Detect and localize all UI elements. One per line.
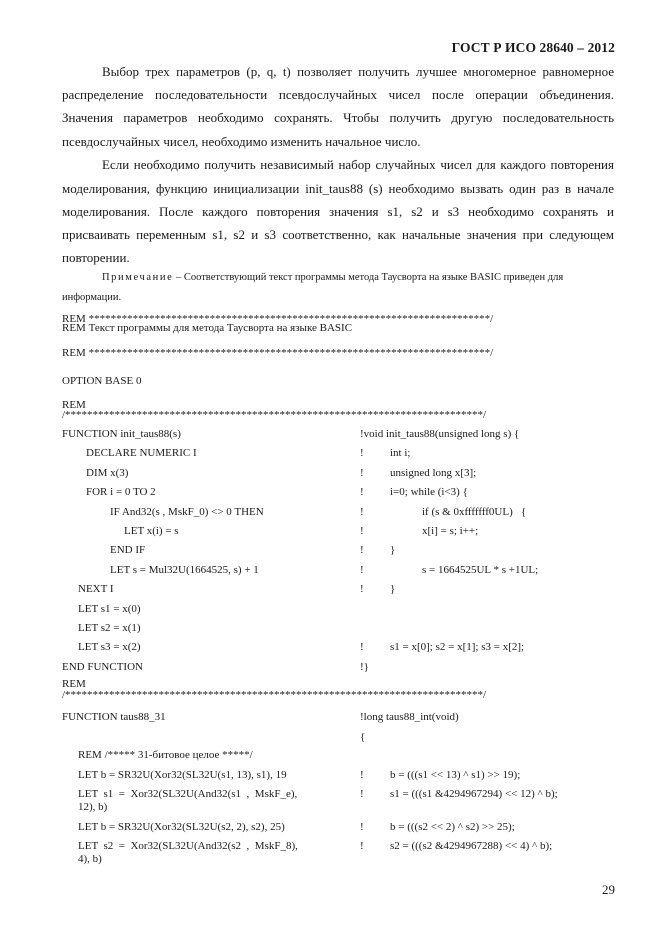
c-code: b = (((s1 << 13) ^ s1) >> 19); xyxy=(390,769,521,781)
basic-code: END IF xyxy=(110,544,146,557)
code-line: /****************************************************************************/ xyxy=(62,409,487,421)
paragraph-1: Выбор трех параметров (p, q, t) позволяет получить лучшее многомерное равномерное распределение последовательности псевдослучайных чисел после операции объединения. Значения параметров необходимо сохранять. Чтобы получить другую последовательность псевдослучайных чисел, необходимо изменить начальное число. xyxy=(62,64,614,149)
comment-marker: ! xyxy=(360,505,364,518)
c-code: x[i] = s; i++; xyxy=(422,525,479,537)
basic-code: LET s = Mul32U(1664525, s) + 1 xyxy=(110,563,259,576)
c-code: !} xyxy=(360,660,369,673)
comment-marker: ! xyxy=(360,525,364,537)
c-code: int i; xyxy=(390,447,411,460)
basic-code: LET s2 = Xor32(SL32U(And32(s2 , MskF_8), xyxy=(78,840,298,852)
c-code: } xyxy=(390,583,396,596)
note-label: Примечание xyxy=(102,272,174,283)
comment-marker: ! xyxy=(360,447,364,460)
basic-code: FUNCTION init_taus88(s) xyxy=(62,428,181,440)
basic-code: DIM x(3) xyxy=(86,466,129,479)
basic-code: REM /***** 31-битовое целое *****/ xyxy=(78,749,253,761)
comment-marker: ! xyxy=(360,544,364,557)
basic-code: LET x(i) = s xyxy=(124,525,179,537)
note-text: – Соответствующий текст программы метода Таусворта на языке BASIC приведен для информации. xyxy=(62,272,564,303)
comment-marker: ! xyxy=(360,641,364,654)
basic-code: 4), b) xyxy=(78,853,102,865)
basic-code: LET s2 = x(1) xyxy=(78,622,141,634)
c-code: s1 = x[0]; s2 = x[1]; s3 = x[2]; xyxy=(390,641,525,654)
code-line: OPTION BASE 0 xyxy=(62,375,142,387)
document-header: ГОСТ Р ИСО 28640 – 2012 xyxy=(451,40,615,55)
c-code: !void init_taus88(unsigned long s) { xyxy=(360,428,520,440)
comment-marker: ! xyxy=(360,583,364,596)
comment-marker: ! xyxy=(360,840,364,852)
c-code: i=0; while (i<3) { xyxy=(390,486,468,499)
basic-code: FOR i = 0 TO 2 xyxy=(86,486,156,499)
comment-marker: ! xyxy=(360,788,364,800)
basic-code: LET b = SR32U(Xor32(SL32U(s1, 13), s1), 19 xyxy=(78,769,287,781)
code-line: /****************************************************************************/ xyxy=(62,689,487,701)
basic-code: LET s1 = Xor32(SL32U(And32(s1 , MskF_e), xyxy=(78,788,298,800)
c-code: unsigned long x[3]; xyxy=(390,466,477,479)
c-code: } xyxy=(390,544,396,557)
c-code: !long taus88_int(void) xyxy=(360,711,459,723)
basic-code: IF And32(s , MskF_0) <> 0 THEN xyxy=(110,505,264,518)
comment-marker: ! xyxy=(360,466,364,479)
basic-code: LET s3 = x(2) xyxy=(78,641,141,654)
basic-code: LET b = SR32U(Xor32(SL32U(s2, 2), s2), 25) xyxy=(78,821,285,833)
c-code: b = (((s2 << 2) ^ s2) >> 25); xyxy=(390,821,515,833)
basic-code: NEXT I xyxy=(78,583,114,596)
comment-marker: ! xyxy=(360,769,364,781)
page-number: 29 xyxy=(602,882,615,897)
code-line: REM xyxy=(62,399,86,411)
c-code: { xyxy=(360,731,366,743)
note xyxy=(62,268,614,308)
basic-code: LET s1 = x(0) xyxy=(78,602,141,615)
code-line: REM *************************************************************************/ xyxy=(62,347,494,359)
c-code: s2 = (((s2 &4294967288) << 4) ^ b); xyxy=(390,840,553,852)
basic-code: FUNCTION taus88_31 xyxy=(62,711,166,723)
c-code: s = 1664525UL * s +1UL; xyxy=(422,563,539,576)
paragraph-2: Если необходимо получить независимый набор случайных чисел для каждого повторения моделирования, функцию инициализации init_taus88 (s) необходимо вызвать один раз в начале моделирования. После каждого повторения значения s1, s2 и s3 необходимо сохранять и присваивать переменным s1, s2 и s3 соответственно, как начальные значения при следующем повторении. xyxy=(62,157,614,266)
code-line: REM *************************************************************************/ xyxy=(62,313,494,325)
basic-code: 12), b) xyxy=(78,801,108,813)
c-code: s1 = (((s1 &4294967294) << 12) ^ b); xyxy=(390,788,558,800)
comment-marker: ! xyxy=(360,563,364,576)
c-code: if (s & 0xfffffff0UL) { xyxy=(422,505,527,518)
code-line: REM Текст программы для метода Таусворта на языке BASIC xyxy=(62,322,353,334)
body-text xyxy=(62,60,614,269)
basic-code: DECLARE NUMERIC I xyxy=(86,447,197,460)
basic-code: END FUNCTION xyxy=(62,660,143,673)
code-line: REM xyxy=(62,678,86,690)
comment-marker: ! xyxy=(360,486,364,499)
comment-marker: ! xyxy=(360,821,364,833)
